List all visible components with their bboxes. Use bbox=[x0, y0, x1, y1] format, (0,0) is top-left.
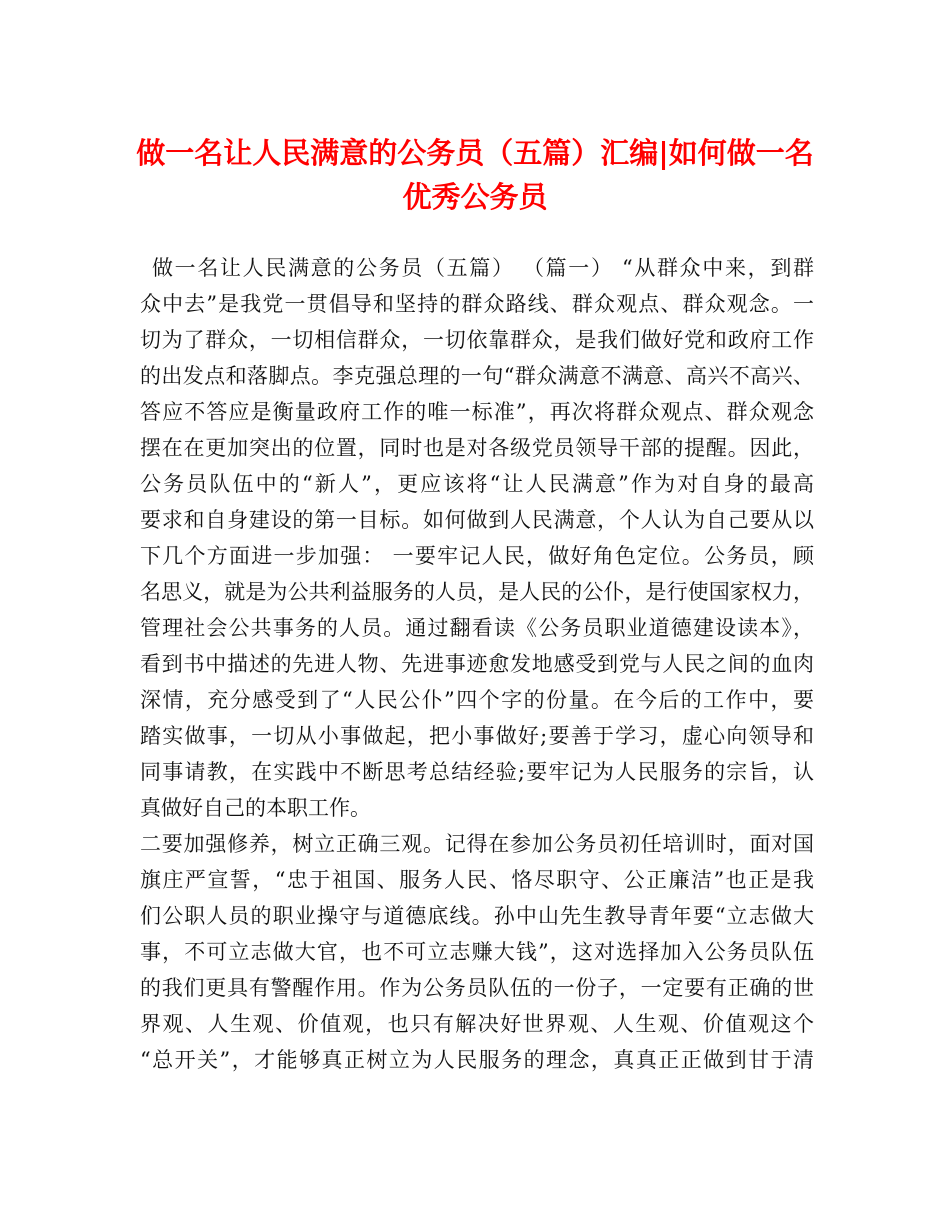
body-text-line: 旗庄严宣誓，“忠于祖国、服务人民、恪尽职守、公正廉洁”也正是我 bbox=[140, 868, 814, 892]
body-text-line: 的我们更具有警醒作用。作为公务员队伍的一份子，一定要有正确的世 bbox=[140, 976, 814, 1000]
body-text-line: 踏实做事，一切从小事做起，把小事做好;要善于学习，虚心向领导和 bbox=[140, 724, 814, 748]
body-text-line: 要求和自身建设的第一目标。如何做到人民满意，个人认为自己要从以 bbox=[140, 508, 814, 532]
body-text-line: 深情，充分感受到了“人民公仆”四个字的份量。在今后的工作中，要 bbox=[140, 688, 814, 712]
body-text-line: 界观、人生观、价值观，也只有解决好世界观、人生观、价值观这个 bbox=[140, 1012, 814, 1036]
document-title-line-1: 做一名让人民满意的公务员（五篇）汇编|如何做一名 bbox=[136, 136, 814, 170]
body-text-line: 二要加强修养，树立正确三观。记得在参加公务员初任培训时，面对国 bbox=[140, 832, 814, 856]
body-text-line: 同事请教，在实践中不断思考总结经验;要牢记为人民服务的宗旨，认 bbox=[140, 760, 814, 784]
body-text-line: 切为了群众，一切相信群众，一切依靠群众，是我们做好党和政府工作 bbox=[140, 328, 814, 352]
body-text-line: 管理社会公共事务的人员。通过翻看读《公务员职业道德建设读本》， bbox=[140, 616, 814, 640]
document-title-line-2: 优秀公务员 bbox=[402, 180, 548, 214]
body-text-line: 摆在在更加突出的位置，同时也是对各级党员领导干部的提醒。因此， bbox=[140, 436, 814, 460]
body-text-line: 公务员队伍中的“新人”，更应该将“让人民满意”作为对自身的最高 bbox=[140, 472, 814, 496]
body-text-line: 名思义，就是为公共利益服务的人员，是人民的公仆，是行使国家权力， bbox=[140, 580, 814, 604]
body-text-line: 下几个方面进一步加强： 一要牢记人民，做好角色定位。公务员，顾 bbox=[140, 544, 814, 568]
body-text-line: 众中去”是我党一贯倡导和坚持的群众路线、群众观点、群众观念。一 bbox=[140, 292, 814, 316]
body-text-line: 事，不可立志做大官，也不可立志赚大钱”，这对选择加入公务员队伍 bbox=[140, 940, 814, 964]
body-text-line: 们公职人员的职业操守与道德底线。孙中山先生教导青年要“立志做大 bbox=[140, 904, 814, 928]
body-text-line: 真做好自己的本职工作。 bbox=[140, 796, 371, 820]
body-text-line: “总开关”，才能够真正树立为人民服务的理念，真真正正做到甘于清 bbox=[140, 1048, 814, 1072]
body-text-line: 的出发点和落脚点。李克强总理的一句“群众满意不满意、高兴不高兴、 bbox=[140, 364, 814, 388]
body-text-line: 做一名让人民满意的公务员（五篇） （篇一） “从群众中来，到群 bbox=[152, 256, 814, 280]
body-text-line: 看到书中描述的先进人物、先进事迹愈发地感受到党与人民之间的血肉 bbox=[140, 652, 814, 676]
body-text-line: 答应不答应是衡量政府工作的唯一标准”，再次将群众观点、群众观念 bbox=[140, 400, 814, 424]
